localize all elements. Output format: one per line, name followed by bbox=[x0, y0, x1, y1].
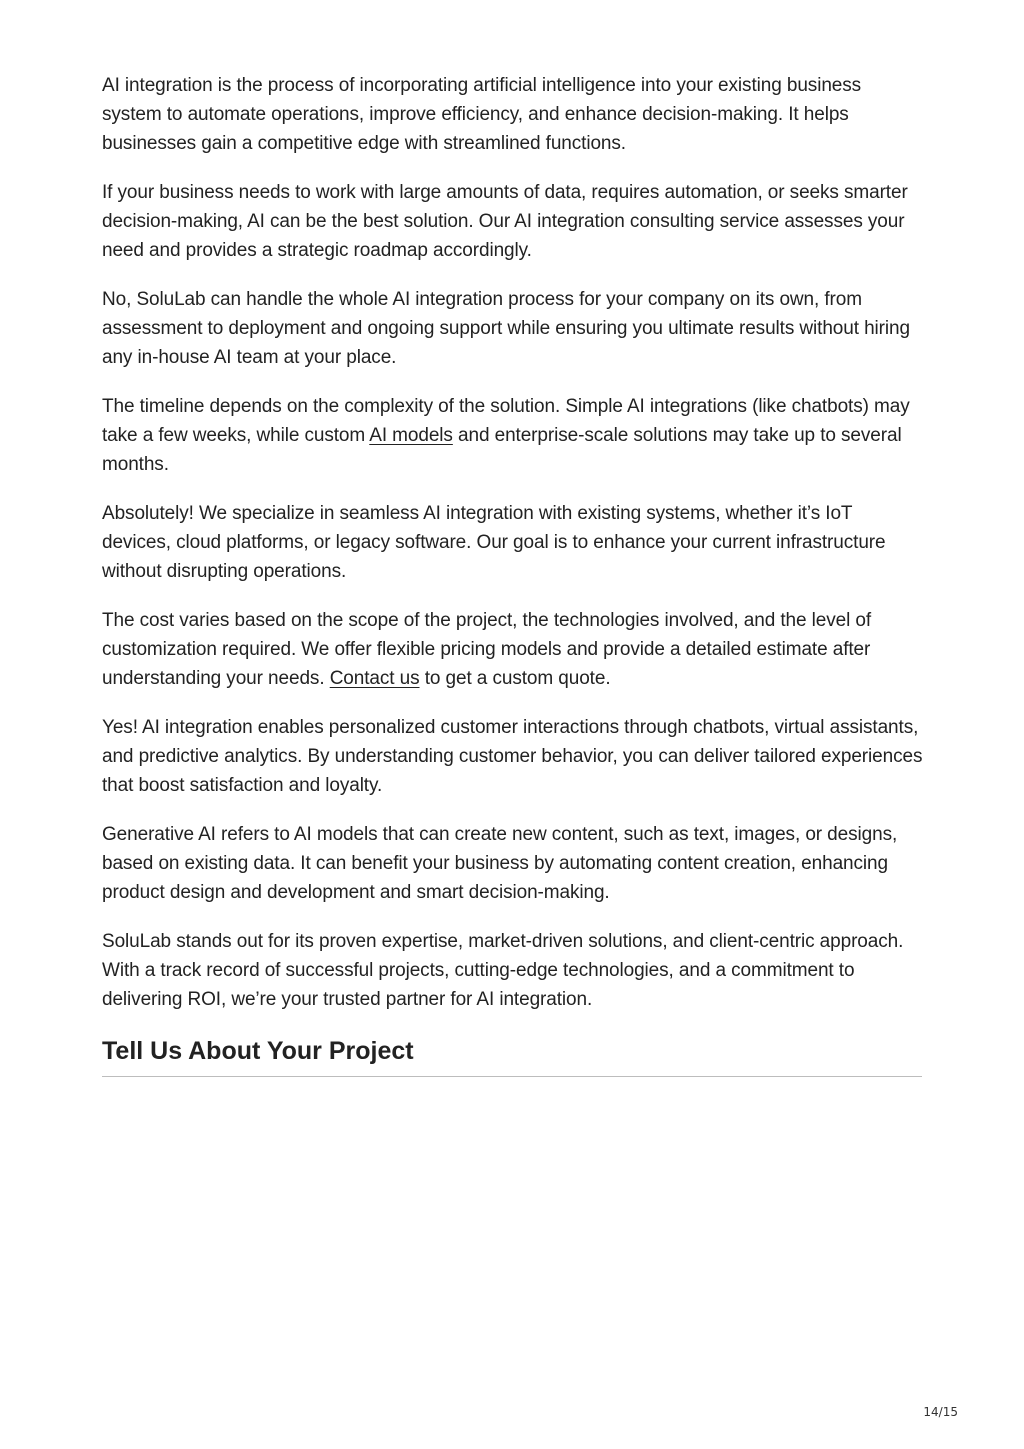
faq-answer-generative-ai: Generative AI refers to AI models that can create new content, such as text, images, or designs, based on existing data. It can benefit your business by automating content creation, enhancing product design and development and smart decision-making. bbox=[102, 824, 898, 903]
faq-answer-in-house-team: No, SoluLab can handle the whole AI integration process for your company on its own, from assessment to deployment and ongoing support while ensuring you ultimate results without hiring any in-house AI team at your place. bbox=[102, 289, 910, 368]
cost-text-before: The cost varies based on the scope of the project, the technologies involved, and the level of customization required. We offer flexible pricing models and provide a detailed estimate after understanding your needs. bbox=[102, 610, 872, 689]
faq-answer-existing-systems: Absolutely! We specialize in seamless AI integration with existing systems, whether it’s IoT devices, cloud platforms, or legacy software. Our goal is to enhance your current infrastructure without disrupting operations. bbox=[102, 503, 886, 582]
faq-answer-customer-experience: Yes! AI integration enables personalized customer interactions through chatbots, virtual assistants, and predictive analytics. By understanding customer behavior, you can deliver tailored experiences that boost satisfaction and loyalty. bbox=[102, 717, 923, 796]
contact-us-link[interactable]: Contact us bbox=[329, 668, 420, 689]
faq-answer-why-solulab: SoluLab stands out for its proven expertise, market-driven solutions, and client-centric approach. With a track record of successful projects, cutting-edge technologies, and a commitment to delivering ROI, we’re your trusted partner for AI integration. bbox=[102, 931, 904, 1010]
page-number: 14/15 bbox=[923, 1405, 958, 1419]
faq-answer-timeline bbox=[102, 392, 924, 479]
faq-answer-what-is-ai-integration: AI integration is the process of incorporating artificial intelligence into your existing business system to automate operations, improve efficiency, and enhance decision-making. It helps businesses gain a competitive edge with streamlined functions. bbox=[102, 75, 862, 154]
faq-answer-does-business-need-ai: If your business needs to work with large amounts of data, requires automation, or seeks smarter decision-making, AI can be the best solution. Our AI integration consulting service assesses your need and provides a strategic roadmap accordingly. bbox=[102, 182, 908, 261]
cost-text-after: to get a custom quote. bbox=[419, 668, 611, 689]
faq-answer-cost bbox=[102, 606, 924, 693]
timeline-text-before: The timeline depends on the complexity of the solution. Simple AI integrations (like chatbots) may take a few weeks, while custom bbox=[102, 396, 910, 446]
section-heading: Tell Us About Your Project bbox=[102, 1037, 414, 1065]
document-body bbox=[102, 71, 924, 1077]
ai-models-link[interactable]: AI models bbox=[369, 425, 453, 446]
timeline-text-after: and enterprise-scale solutions may take up to several months. bbox=[102, 425, 902, 475]
heading-divider bbox=[102, 1076, 922, 1077]
